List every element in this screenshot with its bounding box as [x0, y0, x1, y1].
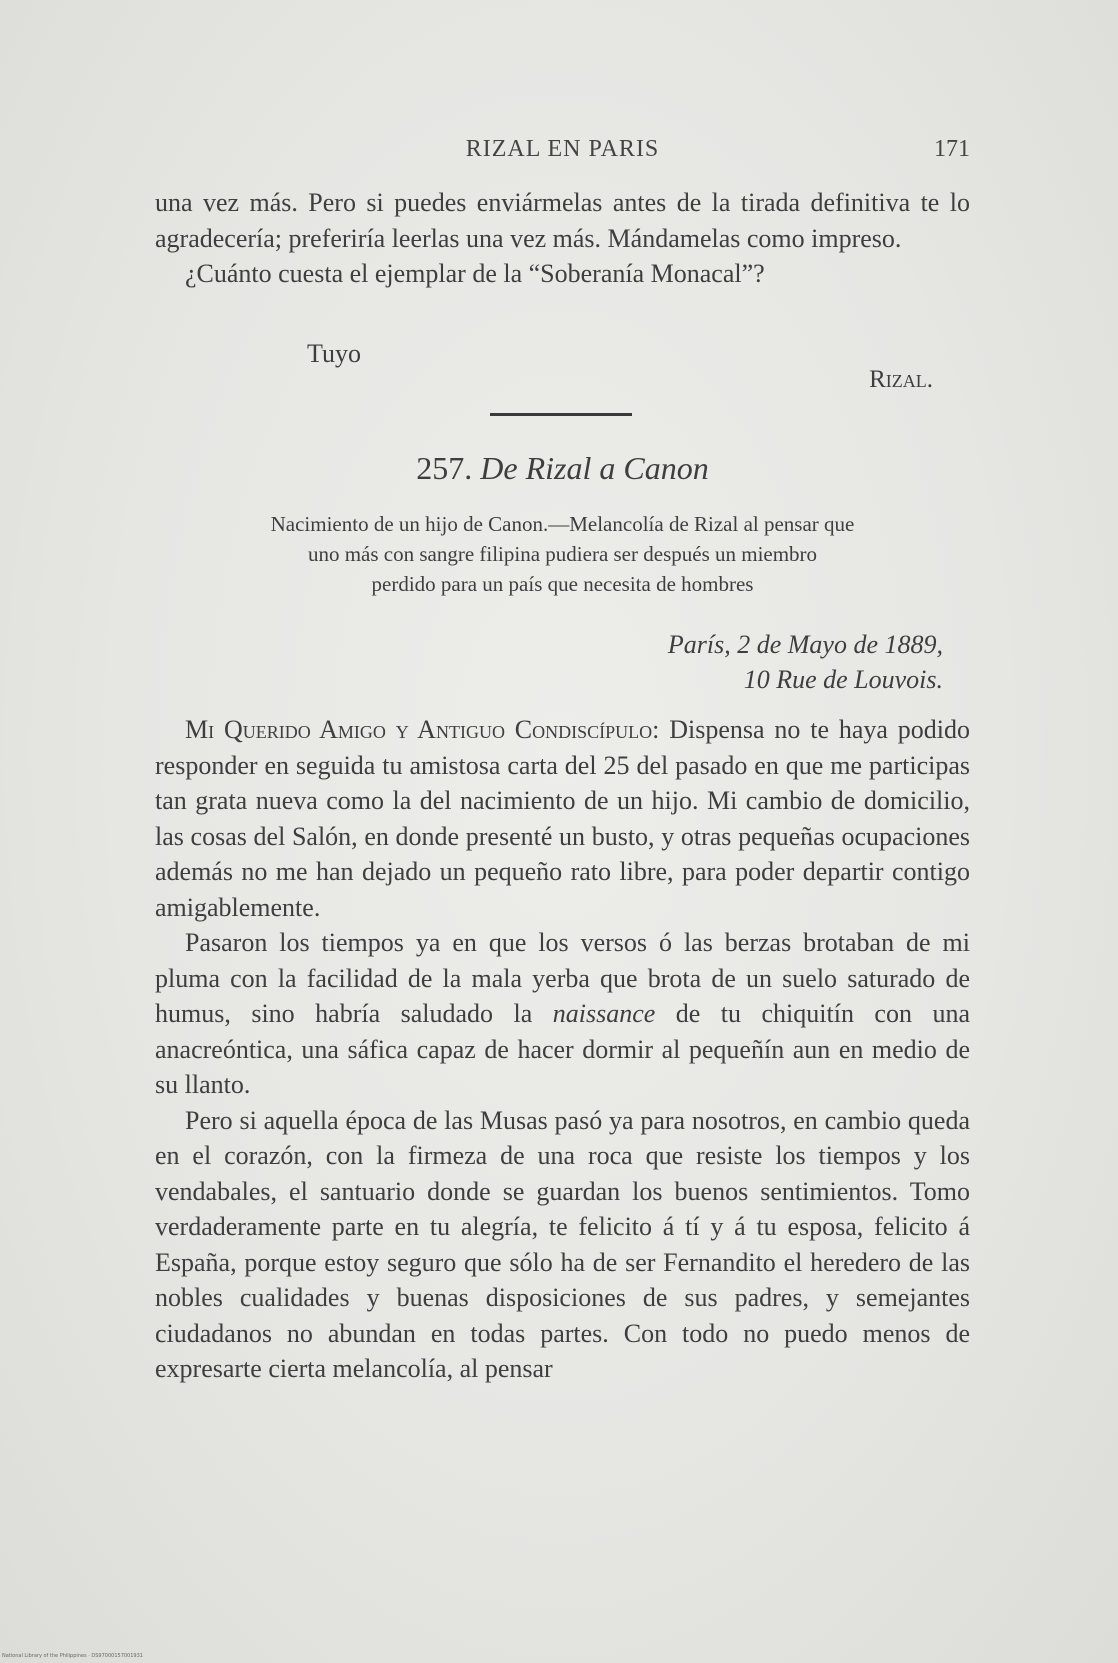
letter-heading — [155, 450, 970, 487]
date-line: París, 2 de Mayo de 1889, — [667, 630, 943, 659]
paragraph-text: : Dispensa no te haya podido responder en seguida tu amistosa carta del 25 del pasado en que me participas tan grata nueva como la del nacimiento de un hijo. Mi cambio de domicilio, las cosas del Salón, en donde presenté un busto, y otras pequeñas ocupaciones además no me han dejado un pequeño rato libre, para poder departir contigo amigablemente. — [155, 715, 970, 922]
signature: Rizal. — [869, 366, 933, 393]
running-head: RIZAL EN PARIS — [465, 136, 660, 162]
letter-paragraph: Pero si aquella época de las Musas pasó ya para nosotros, en cambio queda en el corazón, con la firmeza de una roca que resiste los tiempos y los vendabales, el santuario donde se guardan los buenos sentimientos. Tomo verdaderamente parte en tu alegría, te felicito á tí y á tu esposa, felicito á España, porque estoy seguro que sólo ha de ser Fernandito el heredero de las nobles cualidades y buenas disposiciones de sus padres, y semejantes ciudadanos no abundan en todas partes. Con todo no puedo menos de expresarte cierta melancolía, al pensar — [155, 1105, 970, 1383]
previous-letter-ending — [155, 185, 970, 292]
letter-title: De Rizal a Canon — [480, 450, 709, 486]
section-divider — [490, 413, 632, 416]
previous-letter-paragraph: una vez más. Pero si puedes enviármelas antes de la tirada definitiva te lo agradecería; preferiría leerlas una vez más. Mándamelas como impreso. — [155, 188, 970, 253]
summary-line: Nacimiento de un hijo de Canon.—Melancolía de Rizal al pensar que — [270, 512, 855, 536]
letter-summary — [155, 509, 970, 599]
paragraph-text: Pasaron los tiempos ya en que los versos ó las berzas brotaban de mi pluma con la facilidad de la mala yerba que brota de un suelo saturado de humus, sino habría saludado la — [155, 928, 970, 1028]
page-header — [155, 136, 970, 168]
page-number: 171 — [934, 136, 970, 162]
letter-paragraph — [155, 925, 970, 1103]
letter-body — [155, 712, 970, 1387]
closing-word: Tuyo — [307, 339, 361, 368]
summary-line: uno más con sangre filipina pudiera ser después un miembro — [307, 542, 818, 566]
letter-paragraph — [155, 712, 970, 925]
address-line: 10 Rue de Louvois. — [743, 665, 943, 694]
place-and-date — [668, 627, 943, 697]
summary-line: perdido para un país que necesita de hombres — [371, 572, 754, 596]
italic-word: naissance — [552, 999, 656, 1028]
paragraph-text: de tu chiquitín con una anacreóntica, una sáfica capaz de hacer dormir al pequeñín aun en medio de su llanto. — [155, 999, 970, 1099]
previous-letter-question: ¿Cuánto cuesta el ejemplar de la “Soberanía Monacal”? — [185, 259, 765, 288]
salutation: Mi Querido Amigo y Antiguo Condiscípulo — [185, 715, 653, 744]
letter-number: 257. — [416, 450, 473, 486]
footer-credit: National Library of the Philippines · DS97000157001931 — [2, 1653, 143, 1659]
